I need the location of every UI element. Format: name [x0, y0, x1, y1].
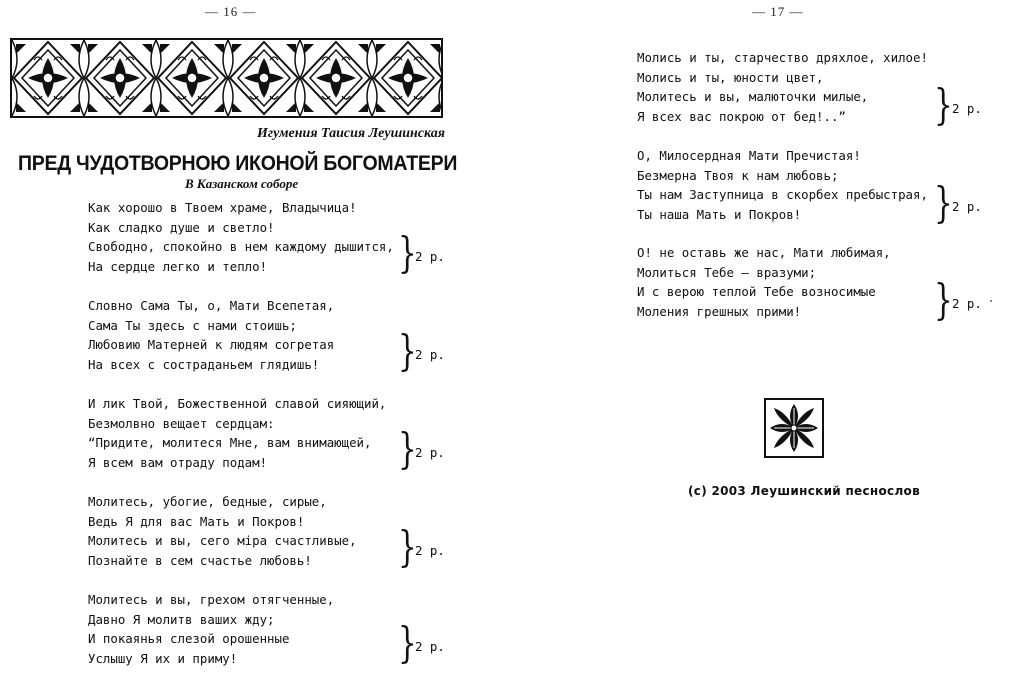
verse-line: Услышу Я их и приму! [88, 650, 238, 666]
verse-line: Молись и ты, юности цвет, [637, 69, 824, 85]
stanza-left-1 [88, 198, 394, 276]
verse-line: На сердце легко и тепло! [88, 258, 268, 274]
repeat-brace: } [398, 326, 417, 375]
copyright-note: (с) 2003 Леушинский песнослов [688, 484, 920, 498]
verse-line: Ведь Я для вас Мать и Покров! [88, 513, 305, 529]
repeat-brace: } [398, 228, 417, 277]
verse-line: На всех с состраданьем глядишь! [88, 356, 320, 372]
verse-line: Молись и ты, старчество дряхлое, хилое! [637, 50, 928, 65]
verse-line: Молитесь и вы, малюточки милые, [637, 89, 869, 104]
verse-line: И покаянья слезой орошенные [88, 631, 290, 646]
verse-line: Молитесь и вы, грехом отягченные, [88, 592, 335, 607]
stanza-left-3 [88, 394, 386, 472]
verse-line: Словно Сама Ты, о, Мати Всепетая, [88, 298, 335, 313]
repeat-brace: } [398, 522, 417, 571]
verse-line: Я всем вам отраду подам! [88, 454, 268, 470]
repeat-label: 2 р. [415, 543, 445, 558]
verse-line: И лик Твой, Божественной славой сияющий, [88, 396, 387, 411]
verse-line: Молитесь, убогие, бедные, сирые, [88, 494, 327, 509]
leaf-tile-icon [764, 398, 824, 458]
poem-subtitle: В Казанском соборе [185, 176, 299, 191]
repeat-brace: } [934, 275, 953, 324]
page-number-left: — 16 — [205, 4, 257, 19]
repeat-label: 2 р. [415, 347, 445, 362]
verse-line: Познайте в сем счастье любовь! [88, 552, 312, 568]
repeat-label: 2 р. [415, 445, 445, 460]
verse-line: Я всех вас покрою от бед!..” [637, 108, 846, 124]
verse-line: Сама Ты здесь с нами стоишь; [88, 317, 297, 333]
verse-line: Моления грешных прими! [637, 303, 802, 319]
stanza-left-4 [88, 492, 357, 570]
verse-line: Свободно, спокойно в нем каждому дышится, [88, 239, 394, 254]
scan-mark [990, 300, 992, 302]
repeat-label: 2 р. [415, 249, 445, 264]
verse-line: Ты наша Мать и Покров! [637, 206, 802, 222]
repeat-label: 2 р. [952, 101, 982, 116]
verse-line: Безмолвно вещает сердцам: [88, 415, 275, 431]
verse-line: Как хорошо в Твоем храме, Владычица! [88, 200, 357, 215]
repeat-label: 2 р. [952, 296, 982, 311]
stanza-right-2 [637, 146, 928, 224]
verse-line: О! не оставь же нас, Мати любимая, [637, 245, 891, 260]
verse-line: Молиться Тебе — вразуми; [637, 264, 817, 280]
stanza-right-1 [637, 48, 928, 126]
verse-line: Молитесь и вы, сего міра счастливые, [88, 533, 357, 548]
verse-line: Как сладко душе и светло! [88, 219, 275, 235]
verse-line: Давно Я молитв ваших жду; [88, 611, 275, 627]
stanza-left-5 [88, 590, 334, 668]
repeat-label: 2 р. [415, 639, 445, 654]
repeat-brace: } [934, 178, 953, 227]
repeat-brace: } [398, 424, 417, 473]
verse-line: “Придите, молитеся Мне, вам внимающей, [88, 435, 372, 450]
author: Игумения Таисия Леушинская [257, 126, 445, 141]
page-number-right: — 17 — [752, 4, 804, 19]
verse-line: О, Милосердная Мати Пречистая! [637, 148, 861, 163]
verse-line: И с верою теплой Тебе возносимые [637, 284, 876, 299]
repeat-label: 2 р. [952, 199, 982, 214]
verse-line: Ты нам Заступница в скорбех пребыстрая, [637, 187, 928, 202]
ornamental-band-icon [10, 38, 443, 118]
repeat-brace: } [398, 618, 417, 667]
stanza-right-3 [637, 243, 891, 321]
poem-title: ПРЕД ЧУДОТВОРНОЮ ИКОНОЙ БОГОМАТЕРИ [18, 152, 458, 175]
repeat-brace: } [934, 80, 953, 129]
verse-line: Безмерна Твоя к нам любовь; [637, 167, 839, 183]
stanza-left-2 [88, 296, 334, 374]
verse-line: Любовию Матерней к людям согретая [88, 337, 335, 352]
